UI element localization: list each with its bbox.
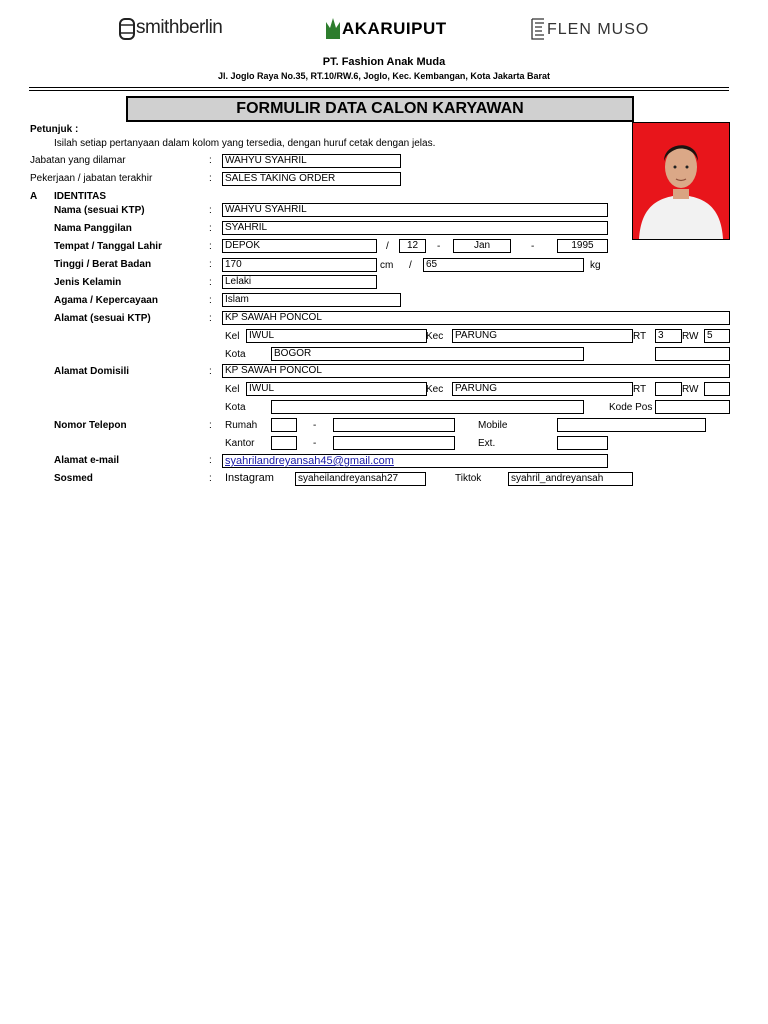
alamat-domisili-kota-field[interactable] (271, 400, 584, 414)
email-field[interactable] (222, 454, 608, 468)
alamat-domisili-rt-field[interactable] (655, 382, 682, 396)
ext-field[interactable] (557, 436, 608, 450)
birthplace-field[interactable]: DEPOK (222, 239, 377, 253)
alamat-ktp-rw-field[interactable]: 5 (704, 329, 730, 343)
kantor-label: Kantor (225, 438, 255, 449)
birth-day-field[interactable]: 12 (399, 239, 426, 253)
panggilan-field[interactable]: SYAHRIL (222, 221, 608, 235)
alamat-domisili-street-field[interactable]: KP SAWAH PONCOL (222, 364, 730, 378)
logo-flenmuso (530, 16, 650, 42)
flen-mark-icon (530, 17, 546, 41)
panggilan-label: Nama Panggilan (54, 223, 132, 234)
agama-field[interactable]: Islam (222, 293, 401, 307)
pekerjaan-label: Pekerjaan / jabatan terakhir (30, 173, 153, 184)
akaruiput-wordmark: AKARUIPUT (342, 19, 447, 38)
colon: : (209, 366, 212, 377)
separator-dash: - (531, 241, 535, 252)
kel-label: Kel (225, 331, 240, 342)
alamat-ktp-kota-field[interactable]: BOGOR (271, 347, 584, 361)
colon: : (209, 241, 212, 252)
header-divider (29, 87, 729, 91)
rt-label: RT (633, 384, 647, 395)
tiktok-label: Tiktok (455, 473, 482, 484)
form-title: FORMULIR DATA CALON KARYAWAN (126, 96, 634, 122)
telepon-label: Nomor Telepon (54, 420, 127, 431)
section-title: IDENTITAS (54, 191, 107, 202)
colon: : (209, 205, 212, 216)
alamat-domisili-kel-field[interactable]: IWUL (246, 382, 427, 396)
alamat-domisili-kec-field[interactable]: PARUNG (452, 382, 633, 396)
instagram-label: Instagram (225, 472, 274, 484)
rw-label: RW (682, 384, 699, 395)
mobile-label: Mobile (478, 420, 508, 431)
colon: : (209, 295, 212, 306)
alamat-domisili-kodepos-field[interactable] (655, 400, 730, 414)
rumah-area-field[interactable] (271, 418, 297, 432)
nama-field[interactable]: WAHYU SYAHRIL (222, 203, 608, 217)
alamat-ktp-street-field[interactable]: KP SAWAH PONCOL (222, 311, 730, 325)
ttl-label: Tempat / Tanggal Lahir (54, 241, 162, 252)
weight-unit: kg (590, 260, 601, 271)
colon: : (209, 455, 212, 466)
kelamin-field[interactable]: Lelaki (222, 275, 377, 289)
jabatan-label: Jabatan yang dilamar (30, 155, 126, 166)
email-label: Alamat e-mail (54, 455, 120, 466)
kota-label: Kota (225, 402, 246, 413)
nama-label: Nama (sesuai KTP) (54, 205, 145, 216)
company-address: Jl. Joglo Raya No.35, RT.10/RW.6, Joglo, Kec. Kembangan, Kota Jakarta Barat (218, 71, 550, 81)
colon: : (209, 277, 212, 288)
alamat-domisili-label: Alamat Domisili (54, 366, 130, 377)
alamat-ktp-kec-field[interactable]: PARUNG (452, 329, 633, 343)
tinggi-berat-label: Tinggi / Berat Badan (54, 259, 152, 270)
sosmed-label: Sosmed (54, 473, 93, 484)
kec-label: Kec (426, 331, 444, 342)
height-field[interactable]: 170 (222, 258, 377, 272)
rumah-number-field[interactable] (333, 418, 455, 432)
pekerjaan-field[interactable]: SALES TAKING ORDER (222, 172, 401, 186)
rt-label: RT (633, 331, 647, 342)
alamat-ktp-label: Alamat (sesuai KTP) (54, 313, 151, 324)
separator-dash: - (313, 420, 317, 431)
logo-akaruiput (325, 16, 445, 42)
logo-smithberlin (118, 16, 238, 42)
flenmuso-wordmark: FLEN MUSO (547, 21, 650, 38)
kec-label: Kec (426, 384, 444, 395)
ext-label: Ext. (478, 438, 496, 449)
company-name: PT. Fashion Anak Muda (322, 56, 446, 68)
separator-slash: / (386, 241, 389, 252)
kantor-area-field[interactable] (271, 436, 297, 450)
alamat-ktp-extra-field[interactable] (655, 347, 730, 361)
kantor-number-field[interactable] (333, 436, 455, 450)
colon: : (209, 313, 212, 324)
colon: : (209, 473, 212, 484)
birth-year-field[interactable]: 1995 (557, 239, 608, 253)
instructions-text: Isilah setiap pertanyaan dalam kolom yang tersedia, dengan huruf cetak dengan jelas. (54, 138, 436, 149)
colon: : (209, 173, 212, 184)
alamat-ktp-rt-field[interactable]: 3 (655, 329, 682, 343)
applicant-photo (632, 122, 730, 240)
agama-label: Agama / Kepercayaan (54, 295, 158, 306)
separator-slash: / (409, 260, 412, 271)
person-photo-icon (633, 123, 729, 239)
mobile-field[interactable] (557, 418, 706, 432)
tiktok-field[interactable]: syahril_andreyansah (508, 472, 633, 486)
rw-label: RW (682, 331, 699, 342)
crown-icon (325, 16, 341, 40)
alamat-domisili-rw-field[interactable] (704, 382, 730, 396)
colon: : (209, 420, 212, 431)
separator-dash: - (313, 438, 317, 449)
kelamin-label: Jenis Kelamin (54, 277, 122, 288)
kota-label: Kota (225, 349, 246, 360)
colon: : (209, 155, 212, 166)
weight-field[interactable]: 65 (423, 258, 584, 272)
email-link[interactable]: syahrilandreyansah45@gmail.com (225, 455, 394, 467)
separator-dash: - (437, 241, 441, 252)
birth-month-field[interactable]: Jan (453, 239, 511, 253)
kodepos-label: Kode Pos (609, 402, 653, 413)
smithberlin-mark-icon (118, 17, 136, 41)
smithberlin-wordmark: smithberlin (136, 17, 223, 38)
colon: : (209, 259, 212, 270)
jabatan-field[interactable]: WAHYU SYAHRIL (222, 154, 401, 168)
instructions-label: Petunjuk : (30, 124, 79, 135)
section-letter: A (30, 191, 38, 202)
rumah-label: Rumah (225, 420, 258, 431)
colon: : (209, 223, 212, 234)
alamat-ktp-kel-field[interactable]: IWUL (246, 329, 427, 343)
instagram-field[interactable]: syaheilandreyansah27 (295, 472, 426, 486)
kel-label: Kel (225, 384, 240, 395)
height-unit: cm (380, 260, 394, 271)
